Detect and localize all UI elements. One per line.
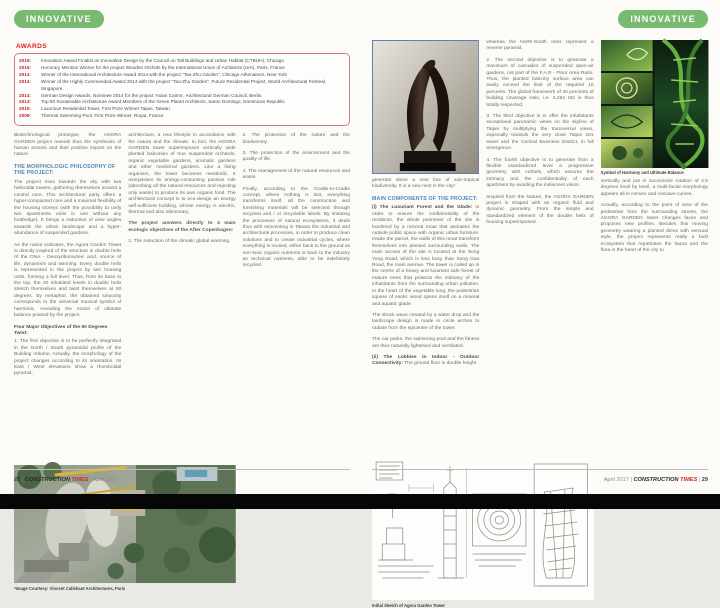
badge-row-right bbox=[372, 9, 708, 33]
award-row bbox=[19, 79, 343, 93]
left-column-2 bbox=[243, 133, 350, 333]
award-row bbox=[19, 106, 343, 113]
award-text: Honorary Mention Winner for the project Wooden Orchids by the International Union of Architects (UIA), Paris, France bbox=[41, 64, 285, 70]
list-item: 4. The management of the natural resources and waste. bbox=[242, 168, 350, 181]
right-column-3 bbox=[372, 40, 479, 458]
paragraph bbox=[372, 355, 479, 368]
paragraph: The shock wave created by a water drop and the landscape design is made in circle arches to radiate from the epicentre of the tower. bbox=[372, 312, 480, 331]
footer-rule bbox=[14, 469, 350, 470]
awards-title: AWARDS bbox=[16, 43, 47, 50]
footer-date: April 2017 bbox=[603, 477, 629, 483]
paragraph: generate alone a new box of sub-tropical biodiversity. It is a new nest in the city! bbox=[372, 178, 480, 190]
list-item: 2. The protection of the nature and the biodiversity. bbox=[242, 133, 350, 145]
right-columns bbox=[372, 40, 708, 608]
footer-separator: | bbox=[698, 477, 701, 483]
aerial-photo-figure bbox=[14, 465, 236, 591]
list-item: 3. The third objective is to offer the inhabitants exceptional panoramic views on the skyline of Taipei by multiplying the transversal views, especially towards the very close Taipei 101 tower and the Central Business District, in full emergence. bbox=[486, 114, 594, 152]
award-year: 2014: bbox=[19, 78, 31, 84]
awards-box bbox=[14, 53, 350, 126]
paragraph-lead: (i) The Luxuriant Forest and the Glade: bbox=[372, 205, 473, 211]
list-item: 2. The second objective is to generate a maximum of cascades of suspended open-air gardens, not part of the F.A.R - Floor Area Ratio. Thus, the planted balcony surface area can easily exceed the limit of the required 10 percents. The global framework of 40 percents of building coverage ratio, i.e. 3,264 M2 is thus totally respected. bbox=[486, 57, 594, 108]
photo-caption: *Image Courtesy: Vincent Callebaut Architectures, Paris bbox=[14, 586, 126, 592]
list-item: 1. The reduction of the climatic global warming. bbox=[128, 239, 231, 245]
left-columns bbox=[14, 133, 350, 591]
award-year: 2015: bbox=[19, 64, 31, 70]
award-row bbox=[19, 72, 343, 79]
section-badge: INNOVATIVE bbox=[14, 10, 104, 28]
award-row bbox=[19, 113, 343, 120]
paragraph: The project answers directly to 4 main ecologic objectives of the After Copenhagen: bbox=[128, 221, 236, 233]
paragraph-body: The ground floor in double height bbox=[402, 361, 477, 367]
award-year: 2009: bbox=[19, 113, 31, 119]
brand-construction: CONSTRUCTION bbox=[24, 477, 70, 483]
award-text: Thermal Swimming Pool, First Prize Winner, Royat, France bbox=[41, 113, 164, 119]
award-year: 2013: bbox=[19, 99, 31, 105]
brand-times: TIMES bbox=[71, 477, 89, 483]
award-year: 2014: bbox=[19, 71, 31, 77]
award-row bbox=[19, 93, 343, 100]
harmony-caption: Symbol of Harmony and Ultimate Balance bbox=[600, 170, 684, 175]
paragraph: Actually, according to the point of view of the pedestrian from the surrounding streets, the AGORA GARDEN tower changes faces and proposes new profiles. Besides this moving geometry wearing a planted dress with sensual style, the project represents really a built ecosystem that repatriates the fauna and the flora in the heart of the city to bbox=[600, 203, 708, 254]
brand-construction: CONSTRUCTION bbox=[633, 477, 679, 483]
footer-rule bbox=[372, 469, 708, 470]
harmony-collage-photo bbox=[601, 40, 708, 168]
left-column-1 bbox=[128, 133, 235, 333]
footer-separator: | bbox=[90, 477, 92, 483]
footer-separator: | bbox=[21, 477, 24, 483]
award-row bbox=[19, 58, 343, 65]
list-item: 4. The fourth objective is to generate from a flexible standardized level a progressive geometry with corbels, which assures the intimacy and the confidentiality of each apartment by avoiding the indiscreet vision. bbox=[486, 157, 594, 189]
list-item: 3. The protection of the environment and the quality of life. bbox=[242, 150, 350, 163]
footer-left bbox=[14, 477, 350, 483]
sculpture-figure bbox=[372, 40, 479, 174]
section-badge: INNOVATIVE bbox=[618, 10, 708, 28]
award-text: Luxurious Residential Tower, First Prize Winner Taipei, Taiwan bbox=[41, 106, 170, 112]
paragraph: Inspired from the Nature, the AGORA GARDEN project is shaped with an organic fluid and dynamic geometry. From the simple and standardized element of the double helix of housing superimposed bbox=[486, 194, 594, 226]
paragraph: As the name indicates, the Agora Garden Tower is directly inspired of the structure in double helix of the DNA - Deoxyribonucleic acid, source of life, dynamism and twinning. Every double helix is represented in the project by two housing units, forming a full level. Thus, from its base to the top, the 20 inhabited levels in double helix stretch themselves and twist themselves at 90 degrees. By metaphor, the obtained sinuosity corresponds to the universal musical symbol of harmonic, revealing the notion of ultimate balance praised by the project. bbox=[14, 242, 122, 319]
right-column-1 bbox=[486, 40, 593, 298]
award-text: Innovation Award Finalist on Innovative Design by the Council on Tall Buildings and Urban Habitat (CTBUH), Chicago bbox=[41, 58, 284, 63]
award-text: Top 50 Sustainable Architecture Award Members of the Green Planet Architects, Santo Domingo, Dominican Republic bbox=[41, 99, 285, 105]
award-year: 2015: bbox=[19, 58, 31, 63]
harmony-figure bbox=[601, 40, 708, 175]
page-number: 29 bbox=[701, 477, 708, 483]
paragraph: The car parks, the swimming pool and the fitness are thus naturally lightened and ventilated. bbox=[372, 337, 480, 349]
award-row bbox=[19, 65, 343, 72]
footer-date: April 2017 bbox=[92, 477, 118, 483]
badge-row-left bbox=[14, 9, 350, 33]
sub-heading: Four Major Objectives of the 90 Degrees Twist: bbox=[14, 324, 108, 336]
footer-right bbox=[372, 477, 708, 483]
page-number: 28 bbox=[14, 477, 21, 483]
brand-times: TIMES bbox=[680, 477, 698, 483]
paragraph: Biotechnological prototype, the AGORA GARDEN project reveals thus the symbiosis of human actions and their positive impact on the nature. bbox=[14, 133, 122, 158]
paragraph: vertically and put in successive rotation of 4.5 degrees level by level, a multi-facial morphology appears all in convex and concave curves. bbox=[600, 179, 708, 197]
award-year: 2014: bbox=[19, 92, 31, 98]
award-text: Winner of the Highly Commended Award 2014 with the project "Tao-Zhu Garden", Future Residential Project, World Architectural Festival, Singapore. bbox=[41, 78, 327, 91]
award-text: Winner of the International Architecture Award 2014 with the project "Tao-Zhu Garden", Chicago Athenaeum, New York bbox=[41, 71, 287, 77]
paragraph: Finally, according to the Cradle-to-Cradle concept, where nothing is lost, everything transforms itself, all the construction and furnishing materials will be selected through recycled and / or recyclable labels. By imitating the processes of natural ecosystems, it deals thus with reinventing in Taiwan the industrial and architectural processes, in order to produce clean solutions and to create industrial cycles, where everything is reused, either back to the ground as non-toxic organic nutrients or back to the industry as technical nutrients, able to be indefinitely recycled. bbox=[242, 186, 350, 269]
sculpture-image bbox=[373, 41, 478, 173]
harmony-collage-image bbox=[601, 40, 708, 168]
paragraph: architecture, a new lifestyle in accordance with the nature and the climate. In fact, the AGORA GARDEN tower superimposes vertically wide planted balconies of true suspended orchards, organic vegetable gardens, aromatic gardens and other medicinal gardens. Like a living organism, the tower becomes metabolic. It overpasses its energy-consuming passive role (absorbing all the natural resources and rejecting only waste) to produce its own organic food. The architectural concept is to eco-design an energy self-sufficient building, whose energy is electric, thermal and also alimentary. bbox=[128, 133, 236, 216]
sculpture-photo bbox=[372, 40, 479, 174]
right-column-2 bbox=[601, 40, 708, 298]
paragraph: The project rises towards the sky with two helicoidal towers, gathering themselves around a central core. This architectural party offers a hyper-compacted core and a maximal flexibility of the housing storeys (with the possibility to unify two apartments units in one without any footbridge). It brings a reduction of view angles towards the urban landscape and a hyper-abundance of suspended gardens. bbox=[14, 179, 122, 237]
page-left bbox=[14, 6, 350, 592]
page-right bbox=[372, 6, 708, 608]
scan-bottom-bar bbox=[0, 494, 720, 509]
sketch-caption: Initial Sketch of Agora Garden Tower bbox=[372, 603, 446, 608]
left-column-3 bbox=[14, 133, 121, 465]
award-year: 2010: bbox=[19, 106, 31, 112]
paragraph: whereas the North-South ones represent a reverse pyramid. bbox=[486, 40, 594, 52]
footer-separator: | bbox=[630, 477, 632, 483]
paragraph bbox=[372, 205, 479, 308]
paragraph-body: In order to ensure the confidentiality of the residents, the whole perimeter of the site is bordered by a mineral moat that animates the outside public space with organic urban furniture. Inside the parcel, the walls of this moat transform themselves into planted surrounding walls. The main access of the site is located at the Song Yong Road, which is less busy than Song Gao Road, the main avenue. The tower is coiled up in the centre of a heavy and luxuriant safe forest of mature trees that protects the intimacy of the inhabitants from the surrounding urban pollution. In the heart of the vegetable lung, the pedestrian square of exotic wood opens itself on a mineral and aquatic glade. bbox=[372, 205, 480, 307]
award-row bbox=[19, 99, 343, 106]
list-item: 1. The first objective is to be perfectly integrated in the North / South pyramidal profile of the Building Volume. Actually, the morphology of the project changes according to its orientation. Its East / West elevations show a rhomboidal pyramid, bbox=[14, 339, 122, 377]
paragraph-lead: (ii) The Lobbies in Indoor - Outdoor Connectivity: bbox=[372, 354, 480, 367]
section-heading: THE MORPHOLOGIC PHILOSOPHY OF THE PROJECT: bbox=[14, 163, 116, 177]
award-text: German Design Awards, Nominee 2014 for the project 'Asian Cairns', Architectural German Council, Berlin. bbox=[41, 92, 263, 98]
section-heading: MAIN COMPONENTS OF THE PROJECT: bbox=[372, 195, 478, 202]
